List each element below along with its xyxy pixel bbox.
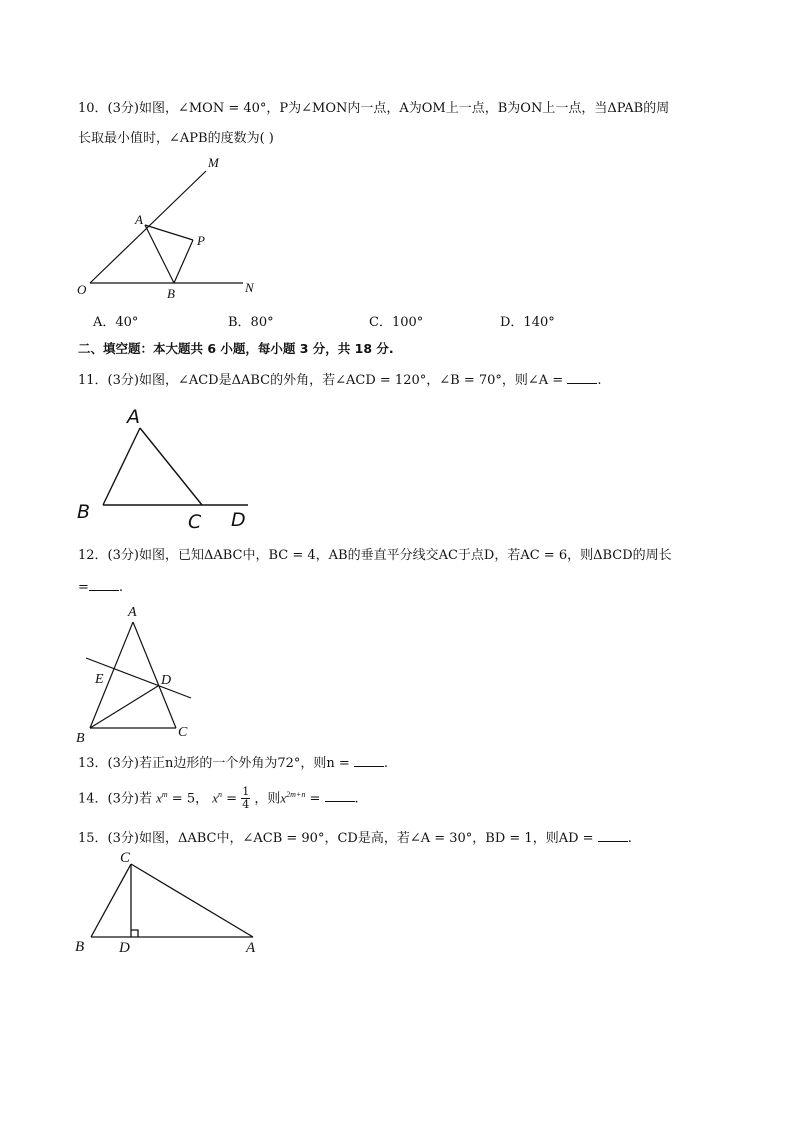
- q14-eq5: = 5，: [167, 791, 209, 807]
- q12-text-before: =: [78, 580, 89, 595]
- q10-option-a[interactable]: A．40°: [93, 315, 139, 330]
- label-d: D: [119, 940, 130, 956]
- q10-line1: 10．(3分)如图，∠MON = 40°，P为∠MON内一点，A为OM上一点，B为ON上一点，当ΔPAB的周: [78, 101, 670, 116]
- label-b: B: [75, 939, 85, 955]
- label-b: B: [167, 286, 175, 301]
- q12-text-after: .: [118, 580, 124, 595]
- label-b: B: [76, 731, 85, 746]
- label-c: C: [178, 725, 188, 740]
- label-c: C: [120, 850, 131, 866]
- q14-exp-m: m: [161, 790, 168, 799]
- q14-numerator: 1: [242, 785, 250, 799]
- label-p: P: [197, 233, 205, 248]
- q14-x3: x: [280, 790, 287, 806]
- q11-text-after: .: [597, 373, 602, 388]
- q14-exp-combo: 2m+n: [286, 790, 306, 799]
- q11-text-before: 11．(3分)如图，∠ACD是ΔABC的外角，若∠ACD = 120°，∠B = 70°，则∠A =: [78, 373, 564, 388]
- q10-option-d[interactable]: D．140°: [500, 315, 555, 330]
- side-bc: [91, 864, 131, 937]
- q14-exp-n: n: [218, 790, 223, 799]
- label-n: N: [245, 280, 254, 295]
- label-d: D: [161, 673, 172, 688]
- q14-denominator: 4: [242, 798, 250, 812]
- section-heading: 二、填空题：本大题共 6 小题，每小题 3 分，共 18 分.: [78, 341, 394, 356]
- label-a: A: [246, 940, 256, 956]
- q13-text-after: .: [383, 756, 389, 771]
- q14-x2: x: [212, 790, 219, 806]
- q14-then: ，则: [254, 791, 281, 807]
- q14-end: .: [354, 791, 359, 807]
- side-ca: [131, 864, 253, 937]
- q12-line1: 12．(3分)如图，已知ΔABC中，BC = 4，AB的垂直平分线交AC于点D，若AC = 6，则ΔBCD的周长: [78, 548, 672, 563]
- label-o: O: [77, 282, 87, 297]
- label-e: E: [95, 672, 104, 687]
- label-b: B: [77, 501, 91, 523]
- label-c: C: [188, 511, 202, 533]
- q14-eq-end: =: [305, 791, 321, 807]
- label-a: A: [128, 605, 137, 620]
- q15-text-after: .: [627, 831, 632, 846]
- q14-prefix: 14．(3分)若: [78, 791, 152, 807]
- q13-text-before: 13．(3分)若正n边形的一个外角为72°，则n =: [78, 756, 350, 771]
- label-d: D: [231, 509, 246, 531]
- q10-option-c[interactable]: C．100°: [369, 315, 424, 330]
- label-a: A: [127, 406, 140, 428]
- q14-eq: =: [222, 791, 242, 807]
- q14-x1: x: [156, 790, 162, 806]
- q10-option-b[interactable]: B．80°: [228, 315, 274, 330]
- label-a: A: [135, 212, 143, 227]
- q10-line2: 长取最小值时，∠APB的度数为( ): [78, 131, 274, 146]
- q15-text-before: 15．(3分)如图，ΔABC中，∠ACB = 90°，CD是高，若∠A = 30°，BD = 1，则AD =: [78, 831, 594, 846]
- right-angle-mark: [131, 930, 138, 937]
- label-m: M: [208, 155, 219, 170]
